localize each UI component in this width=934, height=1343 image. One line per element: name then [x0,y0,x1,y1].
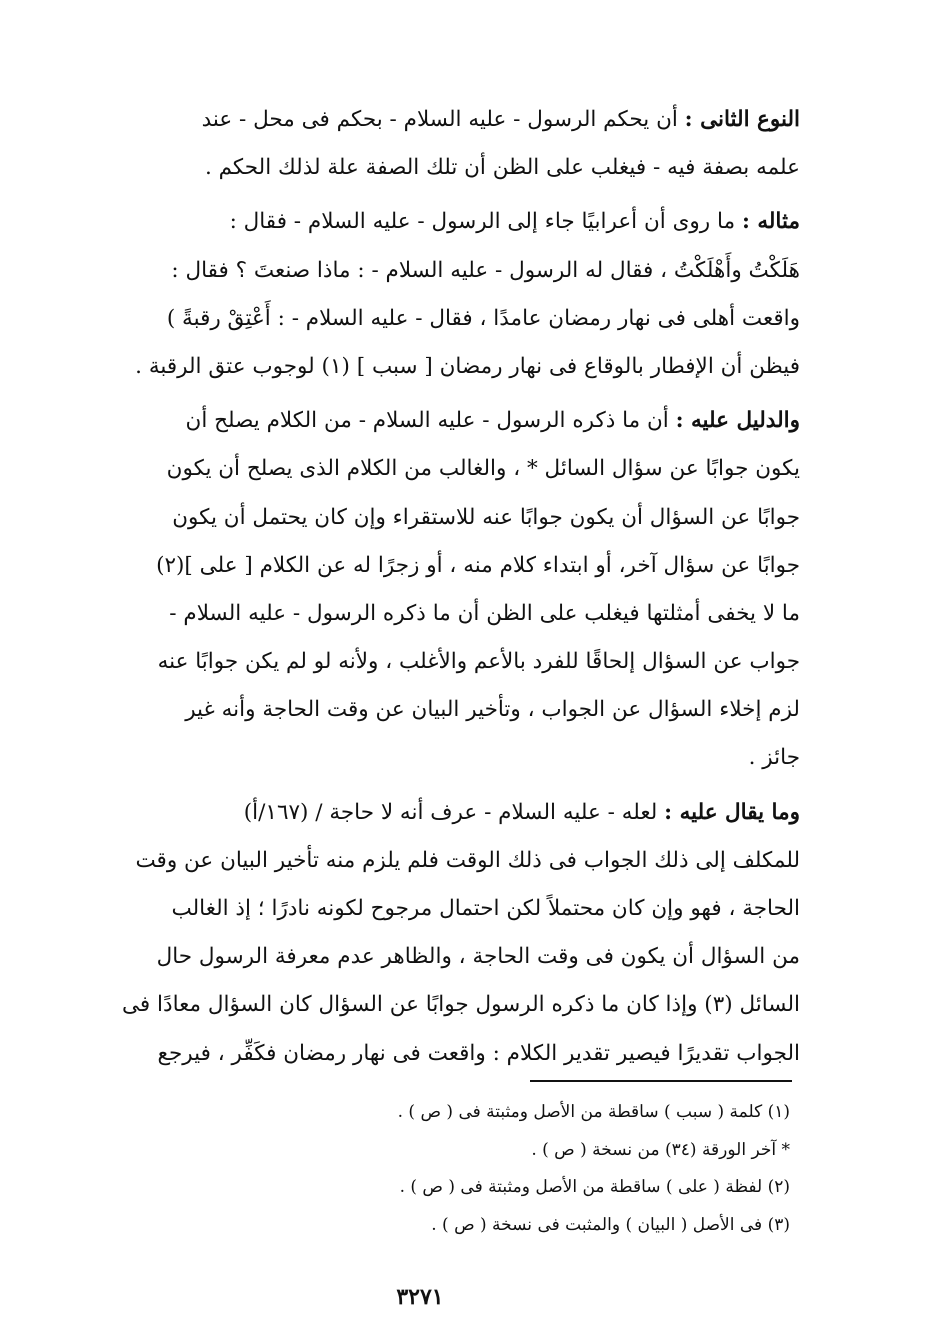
text-line: واقعت أهلى فى نهار رمضان عامدًا ، فقال - عليه السلام - : أَعْتِقْ رقبةً ) [166,305,800,331]
footnotes [100,1094,790,1244]
text-line: جوابًا عن سؤال آخر، أو ابتداء كلام منه ، أو زجرًا له عن الكلام [ على ](٢) [156,552,800,578]
paragraph-heading: النوع الثانى : [684,107,800,132]
text-line [100,198,800,246]
paragraph-heading: مثاله : [741,209,800,235]
text-line: فيظن أن الإفطار بالوقاع فى نهار رمضان [ سبب ] (١) لوجوب عتق الرقبة . [135,353,800,379]
text-line: السائل (٣) وإذا كان ما ذكره الرسول جوابًا عن السؤال كان السؤال معادًا فى [122,992,800,1018]
text-line: يكون جوابًا عن سؤال السائل * ، والغالب من الكلام الذى يصلح أن يكون [166,456,800,482]
text-line: هَلَكْتُ وأَهْلَكْتُ ، فقال له الرسول - عليه السلام - : ماذا صنعتَ ؟ فقال : [171,257,800,283]
text-line: جواب عن السؤال إلحاقًا للفرد بالأعم والأغلب ، ولأنه لو لم يكن جوابًا عنه [157,649,800,675]
line-text: ما روى أن أعرابيًا جاء إلى الرسول - عليه السلام - فقال : [229,209,736,235]
text-line: علمه بصفة فيه - فيغلب على الظن أن تلك الصفة علة لذلك الحكم . [204,155,800,181]
text-line [100,397,800,445]
paragraph-example [100,198,800,391]
text-line: ما لا يخفى أمثلتها فيغلب على الظن أن ما ذكره الرسول - عليه السلام - [169,600,800,626]
text-line: الحاجة ، فهو وإن كان محتملاً لكن احتمال مرجوح لكونه نادرًا ؛ إذ الغالب [171,896,800,921]
paragraph-objection [100,789,800,1078]
text-line: الجواب تقديرًا فيصير تقدير الكلام : واقعت فى نهار رمضان فكَفِّر ، فيرجع [157,1040,800,1066]
footnote: (٣) فى الأصل ( البيان ) والمثبت فى نسخة ( ص ) . [431,1214,790,1235]
line-text: لعله - عليه السلام - عرف أنه لا حاجة / (١٦٧/أ) [243,799,658,825]
text-line [100,789,800,837]
footnote: (٢) لفظة ( على ) ساقطة من الأصل ومثبتة فى ( ص ) . [399,1177,790,1197]
footnote-separator [530,1080,792,1082]
text-line: جوابًا عن السؤال أن يكون جوابًا عنه للاستقراء وإن كان يحتمل أن يكون [172,504,800,530]
text-line: من السؤال أن يكون فى وقت الحاجة ، والظاهر عدم معرفة الرسول حال [156,944,800,970]
text-line: للمكلف إلى ذلك الجواب فى ذلك الوقت فلم يلزم منه تأخير البيان عن وقت [135,847,800,873]
paragraph-type-two [100,96,800,192]
line-text: أن ما ذكره الرسول - عليه السلام - من الكلام يصلح أن [185,408,669,434]
page-number: ٣٢٧١ [396,1284,444,1310]
text-line: جائز . [748,745,800,771]
footnote: (١) كلمة ( سبب ) ساقطة من الأصل ومثبتة فى ( ص ) . [397,1102,790,1122]
paragraph-heading: والدليل عليه : [675,408,800,434]
paragraph-evidence [100,397,800,783]
main-text [100,96,800,1084]
paragraph-heading: وما يقال عليه : [664,799,800,825]
text-line [100,96,800,144]
footnote: * آخر الورقة (٣٤) من نسخة ( ص ) . [531,1139,790,1160]
line-text: أن يحكم الرسول - عليه السلام - بحكم فى محل - عند [201,107,678,132]
text-line: لزم إخلاء السؤال عن الجواب ، وتأخير البيان عن وقت الحاجة وأنه غير [185,697,800,723]
